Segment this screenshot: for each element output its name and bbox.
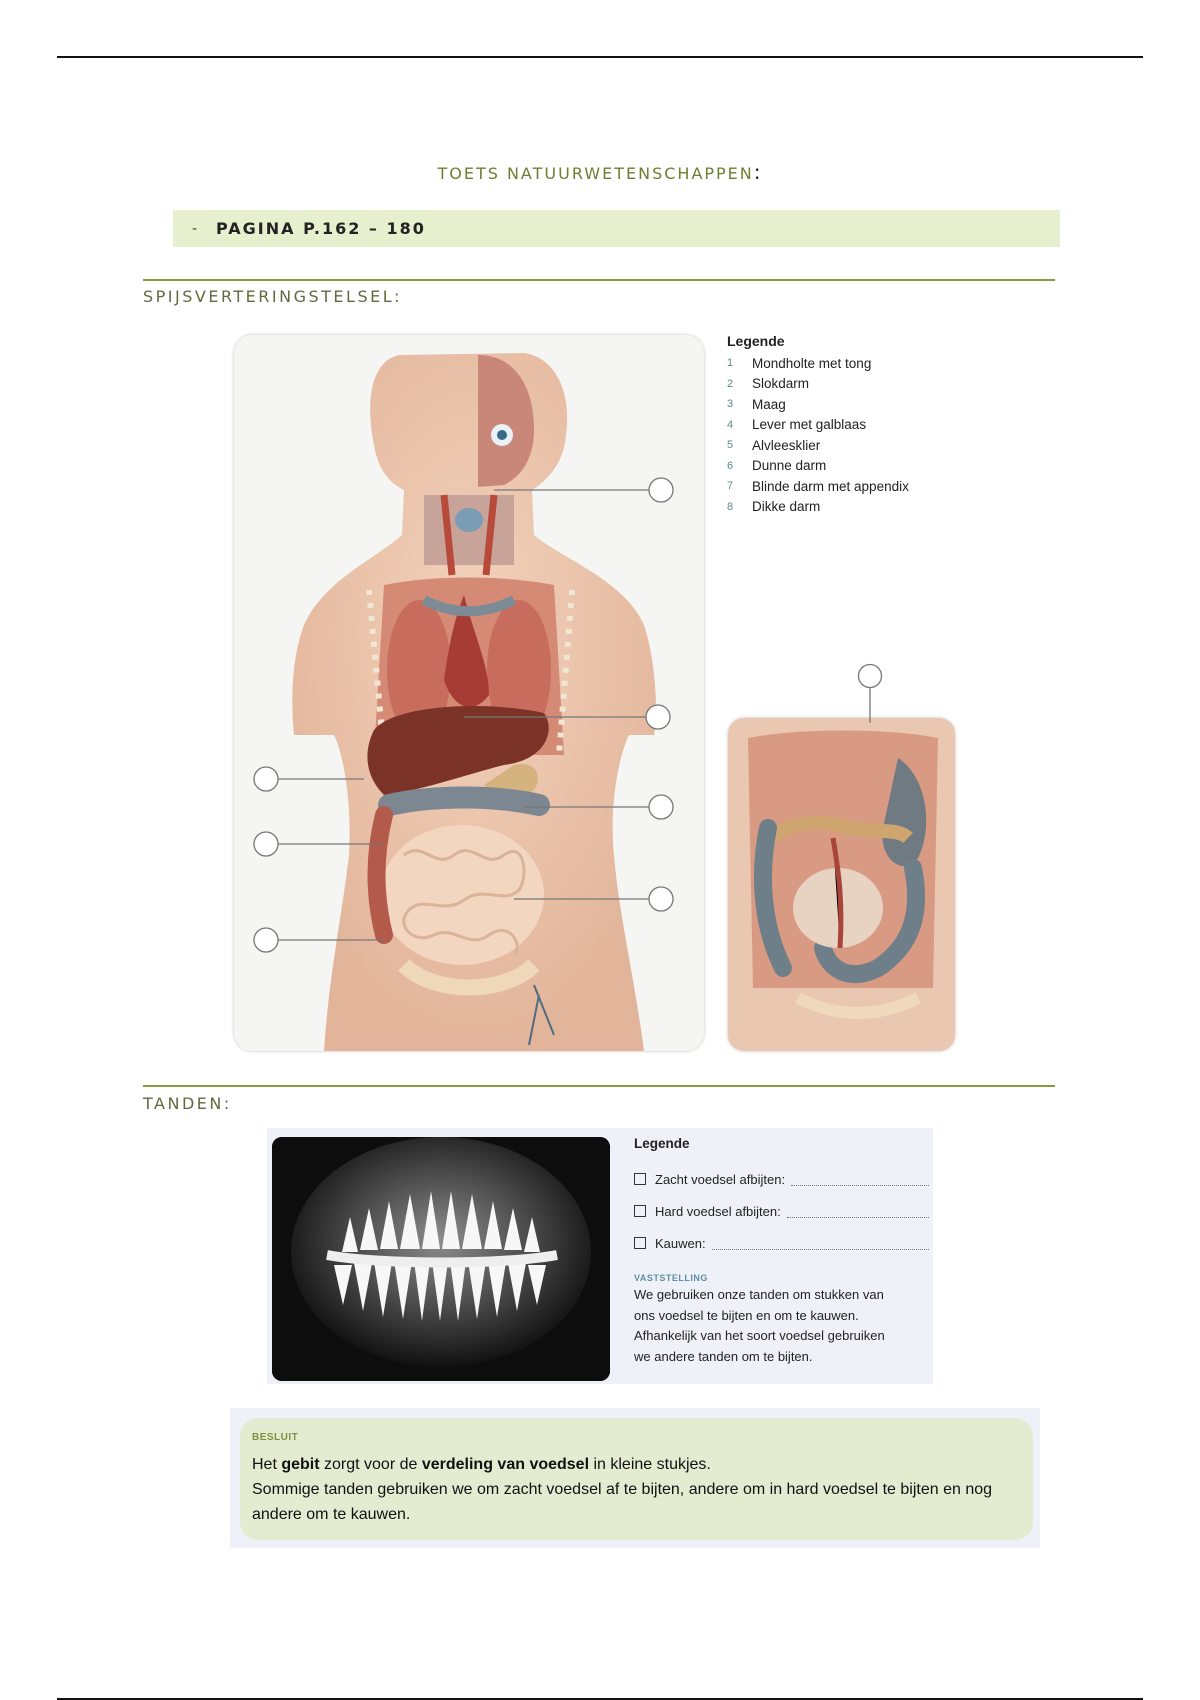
- legend-item: 8 Dikke darm: [727, 499, 821, 515]
- besluit-line-2: Sommige tanden gebruiken we om zacht voedsel af te bijten, andere om in hard voedsel te bijten en nog andere om te kauwen.: [252, 1481, 993, 1523]
- legend-digestive: [727, 333, 909, 517]
- answer-line[interactable]: [787, 1205, 929, 1218]
- besluit-label: BESLUIT: [252, 1432, 299, 1443]
- legend-item: 7 Blinde darm met appendix: [727, 478, 909, 494]
- legend-item: 2 Slokdarm: [727, 376, 810, 392]
- section-title-tanden: TANDEN:: [143, 1094, 232, 1113]
- checkbox-row: Hard voedsel afbijten:: [634, 1195, 929, 1227]
- vaststelling-text: We gebruiken onze tanden om stukken van ons voedsel te bijten en om te kauwen. Afhankelijk van het soort voedsel gebruiken we andere tanden om te bijten.: [634, 1287, 885, 1364]
- vaststelling-label: VASTSTELLING: [634, 1273, 708, 1283]
- section-rule-tanden: [143, 1085, 1055, 1087]
- besluit-box: [240, 1418, 1033, 1540]
- legend-item: 5 Alvleesklier: [727, 437, 821, 453]
- anatomy-abdomen-closeup-image: [728, 718, 955, 1051]
- teeth-xray-image: [272, 1137, 610, 1381]
- answer-line[interactable]: [791, 1173, 929, 1186]
- legend-teeth: [634, 1136, 929, 1367]
- besluit-line-1: Het gebit zorgt voor de verdeling van voedsel in kleine stukjes.: [252, 1456, 711, 1473]
- checkbox[interactable]: [634, 1173, 646, 1185]
- pagina-banner: [173, 210, 1060, 247]
- pagina-bullet: -: [191, 220, 198, 237]
- checkbox-row: Zacht voedsel afbijten:: [634, 1163, 929, 1195]
- page-title: TOETS NATUURWETENSCHAPPEN:: [437, 160, 763, 184]
- pagina-text: PAGINA P.162 – 180: [216, 219, 426, 238]
- checkbox-row: Kauwen:: [634, 1227, 929, 1259]
- top-rule: [57, 56, 1143, 58]
- legend-teeth-heading: Legende: [634, 1136, 690, 1151]
- closeup-callout: [855, 663, 885, 723]
- answer-line[interactable]: [712, 1237, 929, 1250]
- legend-item: 4 Lever met galblaas: [727, 417, 867, 433]
- legend-digestive-heading: Legende: [727, 333, 785, 349]
- legend-item: 1 Mondholte met tong: [727, 355, 872, 371]
- section-title-spijs: SPIJSVERTERINGSTELSEL:: [143, 287, 403, 306]
- legend-item: 6 Dunne darm: [727, 458, 827, 474]
- section-rule-spijs: [143, 279, 1055, 281]
- checkbox[interactable]: [634, 1205, 646, 1217]
- anatomy-torso-image: [234, 335, 704, 1051]
- legend-item: 3 Maag: [727, 396, 786, 412]
- checkbox[interactable]: [634, 1237, 646, 1249]
